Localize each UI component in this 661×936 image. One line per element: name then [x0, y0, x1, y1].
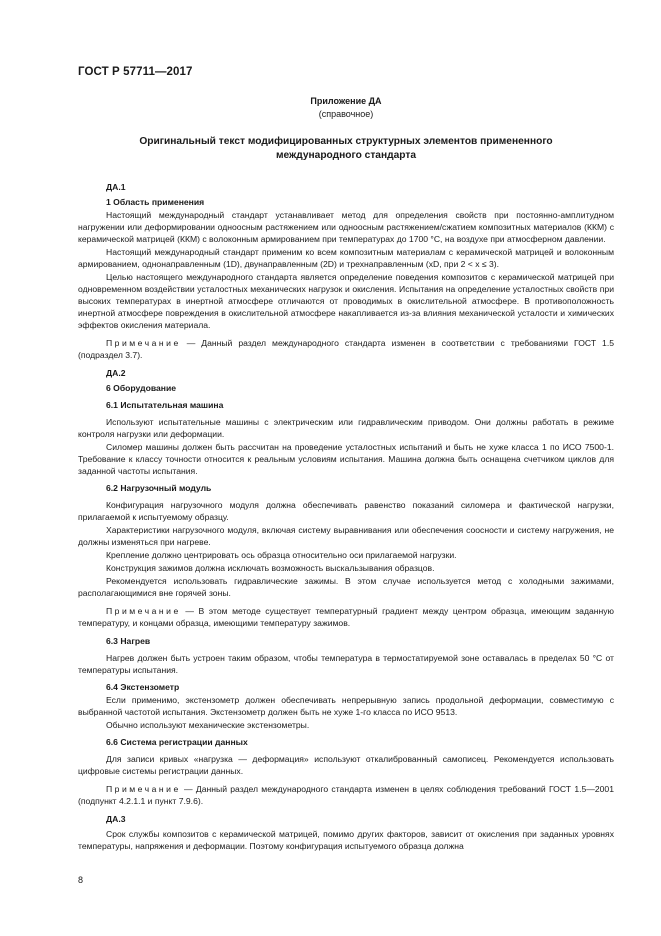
da3-paragraph: Срок службы композитов с керамической матрицей, помимо других факторов, зависит от окисления при заданных уровнях температуры, напряжения и деформации. Поэтому конфигурация испытуемого образца должна	[78, 829, 614, 851]
da3-label: ДА.3	[106, 814, 126, 824]
s62-paragraph: Рекомендуется использовать гидравлические зажимы. В этом случае используется метод с холодными зажимами, располагающимися вне горячей зоны.	[78, 576, 614, 598]
da2-label: ДА.2	[106, 368, 126, 378]
da1-note	[78, 337, 614, 361]
note-label: Примечание	[106, 606, 181, 616]
s62-paragraph: Характеристики нагрузочного модуля, включая систему выравнивания или обеспечения соосности и систему нагружения, не должны изменяться при нагреве.	[78, 525, 614, 547]
page-content	[78, 95, 614, 853]
da1-paragraph: Настоящий международный стандарт устанавливает метод для определения свойств при постоянно-амплитудном нагружении или деформировании одноосным растяжением или одноосным растяжением/сжатием композитных материалов (ККМ) с керамической матрицей (ККМ) с волоконным армированием при температурах до 1700 °С, на воздухе при атмосферном давлении.	[78, 210, 614, 244]
s66-paragraph: Для записи кривых «нагрузка — деформация» используют откалиброванный самописец. Рекомендуется использовать цифровые системы регистрации данных.	[78, 754, 614, 776]
s62-note	[78, 605, 614, 629]
note-text: — Данный раздел международного стандарта изменен в целях соблюдения требований ГОСТ 1.5—2001 (подпункт 4.2.1.1 и пункт 7.9.6).	[78, 784, 614, 806]
s64-paragraph: Обычно используют механические экстензометры.	[106, 720, 310, 730]
appendix-title: Оригинальный текст модифицированных структурных элементов примененного международного стандарта	[139, 136, 553, 161]
s62-paragraph: Конфигурация нагрузочного модуля должна обеспечивать равенство показаний силомера и фактической нагрузки, прилагаемой к испытуемому образцу.	[78, 500, 614, 522]
s61-paragraph: Силомер машины должен быть рассчитан на проведение усталостных испытаний и быть не хуже класса 1 по ИСО 7500-1. Требование к классу точности относится к реальным условиям испытания. Машина должна быть оснащена счетчиком циклов для заданной частоты испытания.	[78, 442, 614, 476]
da1-label: ДА.1	[106, 182, 126, 192]
s63-paragraph: Нагрев должен быть устроен таким образом, чтобы температура в термостатируемой зоне оставалась в пределах 50 °С от температуры испытания.	[78, 653, 614, 675]
page-number: 8	[78, 875, 84, 885]
note-label: Примечание	[106, 338, 181, 348]
da1-paragraph: Настоящий международный стандарт применим ко всем композитным материалам с керамической матрицей и волоконным армированием, однонаправленным (1D), двунаправленным (2D) и трехнаправленным (xD, при 2 < x ≤ 3).	[78, 247, 614, 269]
section-1-heading: 1 Область применения	[106, 197, 205, 207]
subsection-6-1-heading: 6.1 Испытательная машина	[106, 400, 224, 410]
s64-paragraph: Если применимо, экстензометр должен обеспечивать непрерывную запись продольной деформации, совместимую с выбранной частотой испытания. Экстензометр должен быть не хуже 1-го класса по ИСО 9513.	[78, 695, 614, 717]
s62-paragraph: Крепление должно центрировать ось образца относительно оси прилагаемой нагрузки.	[106, 550, 457, 560]
note-label: Примечание	[106, 784, 181, 794]
s62-paragraph: Конструкция зажимов должна исключать возможность выскальзывания образцов.	[106, 563, 435, 573]
section-6-heading: 6 Оборудование	[106, 383, 177, 393]
da2-note	[78, 783, 614, 807]
standard-header: ГОСТ Р 57711—2017	[78, 66, 193, 78]
s61-paragraph: Используют испытательные машины с электрическим или гидравлическим приводом. Они должны работать в режиме контроля нагрузки или деформации.	[78, 417, 614, 439]
appendix-type: (справочное)	[318, 108, 374, 119]
subsection-6-4-heading: 6.4 Экстензометр	[106, 682, 180, 692]
note-text: — В этом методе существует температурный градиент между центром образца, имеющим заданную температуру, и концами образца, имеющими температуру зажимов.	[78, 606, 614, 628]
subsection-6-2-heading: 6.2 Нагрузочный модуль	[106, 483, 212, 493]
subsection-6-3-heading: 6.3 Нагрев	[106, 636, 151, 646]
appendix-label: Приложение ДА	[310, 96, 382, 106]
da1-paragraph: Целью настоящего международного стандарта является определение поведения композитов с керамической матрицей при одновременном воздействии усталостных механических нагрузок и окисления. Испытания на определение усталостных свойств при высоких температурах в инертной атмосфере отличаются от проводимых в окислительной атмосфере. В противоположность инертной атмосфере повреждения в окислительной атмосфере накапливается из-за влияния механической усталости и химических эффектов окисления материала.	[78, 272, 614, 330]
note-text: — Данный раздел международного стандарта изменен в соответствии с требованиями ГОСТ 1.5 (подраздел 3.7).	[78, 338, 614, 360]
subsection-6-6-heading: 6.6 Система регистрации данных	[106, 737, 248, 747]
